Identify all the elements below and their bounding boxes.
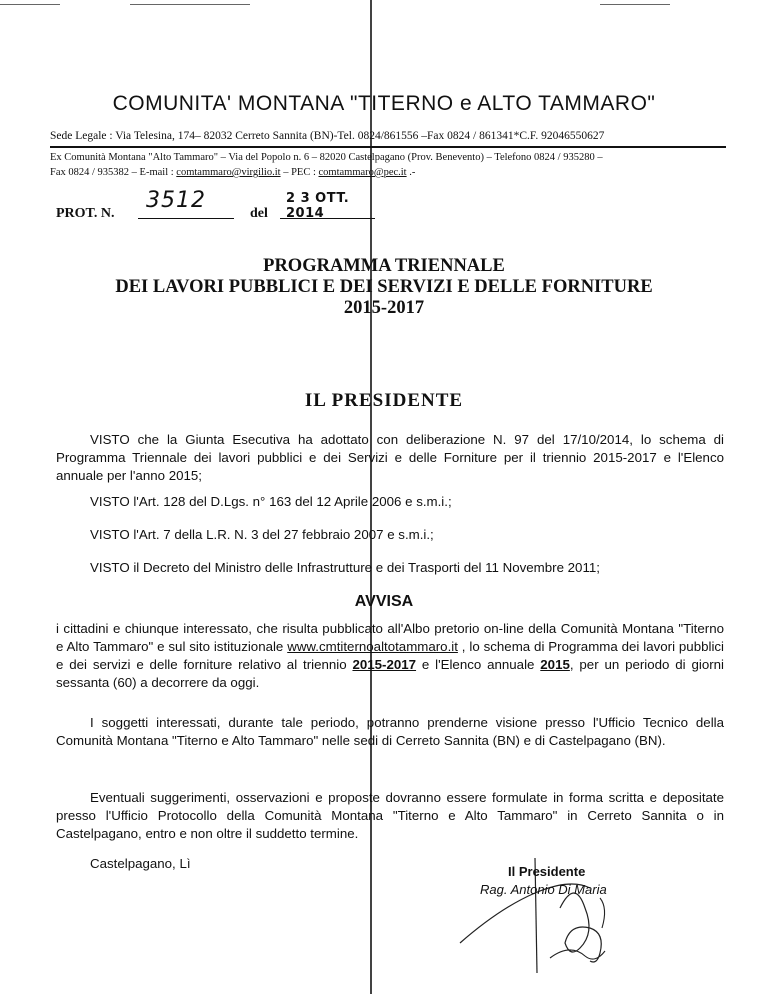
pec-link[interactable]: comtammaro@pec.it <box>318 167 407 178</box>
signature-title: Il Presidente <box>508 864 586 879</box>
del-label: del <box>250 206 268 221</box>
visto-paragraph: VISTO il Decreto del Ministro delle Infrastrutture e dei Trasporti del 11 Novembre 2011; <box>90 560 600 575</box>
program-title-line1: PROGRAMMA TRIENNALE <box>263 256 505 276</box>
ex-comunita-line: Ex Comunità Montana "Alto Tammaro" – Via del Popolo n. 6 – 82020 Castelpagano (Prov. Benevento) – Telefono 0824 / 935280 – <box>50 152 603 163</box>
header-divider <box>50 146 726 148</box>
program-title-line2: DEI LAVORI PUBBLICI E DEI SERVIZI E DELLE FORNITURE <box>115 277 653 297</box>
date-stamp: 2 3 OTT. 2014 <box>286 191 350 221</box>
avvisa-heading: AVVISA <box>354 593 414 610</box>
consultation-paragraph: I soggetti interessati, durante tale periodo, potranno prenderne visione presso l'Ufficio Tecnico della Comunità Montana "Titerno e Alto Tammaro" nelle sedi di Cerreto Sannita (BN) e di Castelpagano (BN). <box>56 715 724 748</box>
prot-number-handwritten: 3512 <box>146 188 206 213</box>
avvisa-paragraph <box>56 620 724 692</box>
place-date-line: Castelpagano, Lì <box>90 856 191 871</box>
avvisa-text: , lo schema di Programma dei lavori pubblici e dei servizi e delle forniture relativo al triennio <box>56 639 725 672</box>
signature-name: Rag. Antonio Di Maria <box>480 882 607 897</box>
scan-edge-mark <box>0 4 60 5</box>
contact-suffix: .- <box>406 167 416 178</box>
president-heading: IL PRESIDENTE <box>304 390 464 411</box>
org-title: COMUNITA' MONTANA "TITERNO e ALTO TAMMARO" <box>112 92 656 115</box>
scan-edge-mark <box>130 4 250 5</box>
suggestions-paragraph: Eventuali suggerimenti, osservazioni e proposte dovranno essere formulate in forma scritta e depositate presso l'Ufficio Protocollo della Comunità Montana "Titerno e Alto Tammaro" in Cerreto Sannita o in Castelpagano, entro e non oltre il suddetto termine. <box>56 790 724 841</box>
fax-text: Fax 0824 / 935382 – E-mail : <box>50 167 177 178</box>
prot-number-field <box>138 190 234 219</box>
anno-value: 2015 <box>540 657 570 672</box>
avvisa-text: i cittadini e chiunque interessato, che risulta pubblicato all'Albo pretorio on-line della Comunità Montana "Titerno e Alto Tammaro" e sul sito istituzionale <box>56 621 724 654</box>
avvisa-text: , per un periodo di giorni sessanta (60) a decorrere da oggi. <box>56 657 724 690</box>
triennio-value: 2015-2017 <box>352 657 417 672</box>
prot-label: PROT. N. <box>56 206 115 221</box>
avvisa-text: e l'Elenco annuale <box>416 657 541 672</box>
visto-paragraph: VISTO l'Art. 128 del D.Lgs. n° 163 del 12 Aprile 2006 e s.m.i.; <box>90 494 452 509</box>
sede-legale-line: Sede Legale : Via Telesina, 174– 82032 Cerreto Sannita (BN)-Tel. 0824/861556 –Fax 0824 / 861341*C.F. 92046550627 <box>50 130 605 142</box>
contact-line <box>50 167 415 178</box>
program-title-line3: 2015-2017 <box>343 298 425 318</box>
date-stamp-field <box>280 190 375 219</box>
pec-label: – PEC : <box>280 167 319 178</box>
program-title <box>0 256 768 319</box>
email-link[interactable]: comtammaro@virgilio.it <box>176 167 281 178</box>
visto-paragraph: VISTO che la Giunta Esecutiva ha adottato con deliberazione N. 97 del 17/10/2014, lo schema di Programma Triennale dei lavori pubblici e dei Servizi e delle Forniture per il triennio 2015-2017 e l'Elenco annuale per l'anno 2015; <box>56 432 724 483</box>
scan-edge-mark <box>600 4 670 5</box>
visto-paragraph: VISTO l'Art. 7 della L.R. N. 3 del 27 febbraio 2007 e s.m.i.; <box>90 527 434 542</box>
website-link[interactable]: www.cmtiternoaltotammaro.it <box>287 639 458 654</box>
